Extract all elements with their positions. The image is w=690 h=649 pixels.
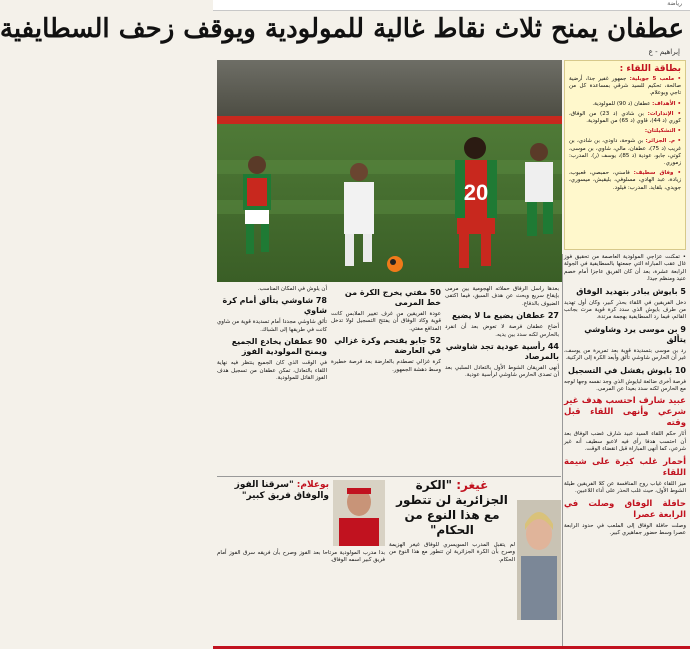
subheading: 52 جابو يقتحم وكرة غزالي في العارضة [334,336,441,356]
interview-quote: "الكرة الجزائرية لن تتطور مع هذا النوع من الحكام" [396,478,508,537]
article-column-mid-left [331,286,441,476]
match-card-item: • التشكيلتان: [644,128,681,135]
match-card-item: • وفاق سطيف: فاسني، حمبصي، قعبوب، زيادة، عبد الهادي، مسلوفي، بليقيش، ميسوري، جويدي، بلقايد. المدرب: فيلود. [569,170,682,191]
quote-2-body [217,550,385,646]
subheading: 10 بايوش يفشل في التسجيل [567,365,686,375]
subheading: 27 عطفان يضيع ما لا يضيع [451,311,559,321]
coach-portrait-2-drawing [333,480,385,546]
coach-portrait [517,500,561,620]
article-paragraph: أثار حكم اللقاء السيد عبيد شارف غضب الوفاق بعد أن احتسب هدفا رأى فيه لاعبو سطيف أنه غير شرعي، كما أنهى المباراة قبل انقضاء الوقت. [564,431,686,453]
quote-box-2 [217,480,329,546]
column-rule [562,254,563,649]
match-card-item: • الإنذارات: بن شادي (د 23) من الوفاق، كوري (د 44)، قاوي (د 65) من المولودية. [569,110,681,125]
article-paragraph: لم يتقبل المدرب السويسري للوفاق غيغر الهزيمة وصرح بأن الكرة الجزائرية لن تتطور مع هذا النوع من الحكام. [389,542,515,563]
subheading: 5 بايوش يبادر بتهديد الوفاق [576,286,686,296]
match-card-title: بطاقة اللقاء : [619,64,681,74]
interview-title [389,478,515,538]
section-label: رياضة [667,0,682,7]
subheading-red: أحمار غلب كيرة على شيمة اللقاء [564,456,686,478]
subheading: 90 عطفان يخادع الجميع ويمنح المولودية الفوز [231,337,327,357]
quote-2-title [217,480,329,502]
article-paragraph: • تمكنت عزاجي المولودية العاصمة من تحقيق فوز غال عقب المباراة التي جمعتها بالسطايفية في الجولة الرابعة عشرة، بعد أن كان الفريق عاجزا أمام خصم عنيد ومنظم جيدا. [564,254,686,283]
section-rule [217,476,561,477]
article-paragraph: رد بن موسى بتسديدة قوية بعد تمريرة من يوسف، غير أن الحارس شاوشي تألق وأبعد الكرة إلى الركنية. [564,347,686,362]
subheading: 50 مفتي يخرج الكرة من خط المرمى [344,288,441,307]
article-paragraph: وصلت حافلة الوفاق إلى الملعب في حدود الرابعة عصرا وسط حضور جماهيري كبير. [564,522,686,536]
article-paragraph: أضاع عطفان فرصة لا تعوض بعد أن انفرد بالحارس لكنه سدد بين يديه. [445,324,559,338]
match-card-item: • ملعب 5 جويلية: جمهور غفير جدا، أرضية صالحة، تحكيم للسيد شرقي بمساعدة كل من تاجي وبوعلام. [569,76,682,97]
article-paragraph: فرصة أخرى ضائعة لبايوش الذي وجد نفسه وجها لوجه مع الحارس لكنه سدد بعيدا عن المرمى. [564,378,686,393]
interview-name: غيغر: [456,478,489,492]
article-paragraph: بعدها راسل الرفاق حملاته الهجومية بين مرمى بإيقاع سريع وبحث عن هدف السبق، فيما اكتفى الضيوف بالدفاع. [445,286,559,307]
subheading: 78 شاوشي يتألق أمام كرة شاوي [222,296,327,316]
headline: عطفان يمنح ثلاث نقاط غالية للمولودية ويوقف زحف السطايفية [0,14,684,44]
article-paragraph: بدا مدرب المولودية مرتاحا بعد الفوز وصرح بأن فريقه سرق الفوز أمام فريق كبير اسمه الوفاق. [217,550,385,564]
interview-box [389,478,515,649]
quote-2-name: بوعلام: [296,480,329,490]
match-card-item: • الأهداف: عطفان (د 90) للمولودية. [592,100,681,107]
article-paragraph: عودة الفريقين من غرف تغيير الملابس كانت قوية وكاد الوفاق أن يفتتح التسجيل لولا تدخل المدافع مفتي. [331,311,441,332]
match-photo [217,60,562,282]
article-column-mid-right [445,286,559,476]
article-paragraph: ميز اللقاء غياب روح المنافسة عن كلا الفريقين طيلة الشوط الأول، حيث غلب الحذر على أداء اللاعبين. [564,480,686,495]
article-paragraph: في الوقت الذي كان الجميع ينتظر فيه نهاية اللقاء بالتعادل، تمكن عطفان من تسجيل هدف الفوز القاتل للمولودية. [217,360,327,382]
svg-text:20: 20 [463,180,489,205]
article-column-right [564,254,686,649]
article-column-left [217,286,327,476]
subheading: 9 بن موسى يرد وشاوشي يتألق [584,324,686,344]
subheading-red: حافلة الوفاق وصلت في الرابعة عصرا [564,498,686,520]
article-paragraph: أن يلوش في المكان المناسب. [257,286,327,292]
article-paragraph: أنهى الفريقان الشوط الأول بالتعادل السلبي بعد أن تصدى الحارس شاوشي لرأسية عودية. [445,365,559,379]
coach-portrait-2 [333,480,385,546]
quote-2-quote: "سرقنا الفوز والوفاق فريق كبير" [234,480,329,501]
subheading-red: عبيد شارف احتسب هدف غير شرعي وأنهى اللقاء قبل وقته [564,396,686,429]
top-strip [213,0,690,11]
subheading: 44 رأسية عودية تجد شاوشي بالمرصاد [445,342,559,362]
match-card [564,60,686,250]
byline: إبراهيم - ع [648,48,680,56]
article-paragraph: تألق شاوشي مجددا أمام تسديدة قوية من شاوي كانت في طريقها إلى الشباك. [217,319,327,333]
match-card-item: • م. الجزائر: بن شوحة، داودي، بن شادي، بن غريب (د 75)، عطفان، مالي، شاوي، بن موسى، كوتي، جابو، عودية (د 85)، يوسف (ر). المدرب: زموري. [569,138,682,167]
interview-body [389,542,515,632]
coach-portrait-drawing [517,500,561,620]
match-photo-drawing [217,60,562,282]
article-paragraph: كرة غزالي تصطدم بالعارضة بعد فرصة خطيرة وسط دهشة الجمهور. [331,359,441,373]
article-paragraph: دخل الفريقين في اللقاء بحذر كبير، وكان أول تهديد من طرف بايوش الذي سدد كرة قوية مرت بجانب القائم، فيما رد السطايفية بهجمة مرتدة. [564,299,686,321]
